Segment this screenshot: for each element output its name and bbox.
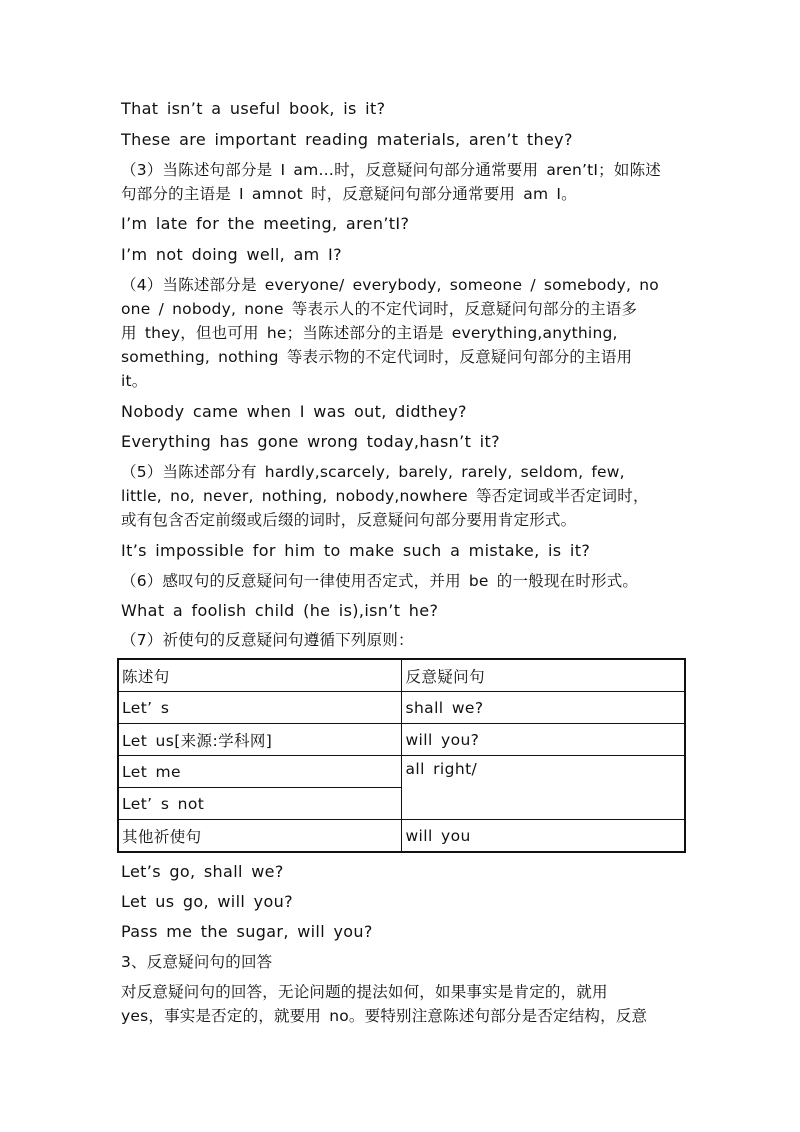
example-sentence: Pass me the sugar, will you? — [121, 922, 373, 941]
example-sentence: Let us go, will you? — [121, 892, 293, 911]
example-sentence: I’m not doing well, am I? — [121, 245, 342, 264]
table-header-cell: 反意疑问句 — [402, 659, 685, 692]
rule-paragraph-5: （5）当陈述部分有 hardly,scarcely, barely, rarely, seldom, few, — [121, 463, 625, 481]
answer-paragraph: 对反意疑问句的回答，无论问题的提法如何，如果事实是肯定的，就用 — [121, 983, 608, 1001]
example-sentence: Let’s go, shall we? — [121, 862, 284, 881]
table-cell: will you? — [402, 724, 685, 756]
example-sentence: These are important reading materials, aren’t they? — [121, 130, 573, 149]
table-cell: will you — [402, 820, 685, 853]
table-row — [118, 756, 685, 788]
rule-paragraph-5-cont: little, no, never, nothing, nobody,nowhere 等否定词或半否定词时， — [121, 487, 649, 505]
table-cell: Let me — [118, 756, 402, 788]
table-header-row — [118, 659, 685, 692]
table-cell: Let us[来源:学科网] — [118, 724, 402, 756]
rule-paragraph-4-cont: it。 — [121, 372, 148, 390]
rule-paragraph-3-cont: 句部分的主语是 I amnot 时，反意疑问句部分通常要用 am I。 — [121, 185, 577, 203]
example-sentence: It’s impossible for him to make such a mistake, is it? — [121, 541, 591, 560]
table-cell: Let’ s — [118, 692, 402, 724]
rule-paragraph-4: （4）当陈述部分是 everyone/ everybody, someone / somebody, no — [121, 276, 659, 294]
table-cell: all right/ — [402, 756, 685, 820]
table-header-cell: 陈述句 — [118, 659, 402, 692]
table-row — [118, 724, 685, 756]
rule-paragraph-3: （3）当陈述句部分是 I am…时，反意疑问句部分通常要用 aren’tI；如陈述 — [121, 161, 661, 179]
section-heading: 3、反意疑问句的回答 — [121, 953, 273, 971]
example-sentence: That isn’t a useful book, is it? — [121, 99, 386, 118]
imperative-tag-table — [117, 658, 686, 853]
rule-paragraph-6: （6）感叹句的反意疑问句一律使用否定式，并用 be 的一般现在时形式。 — [121, 572, 639, 590]
example-sentence: I’m late for the meeting, aren’tI? — [121, 214, 410, 233]
example-sentence: Nobody came when I was out, didthey? — [121, 402, 467, 421]
table-cell: shall we? — [402, 692, 685, 724]
rule-paragraph-5-cont: 或有包含否定前缀或后缀的词时，反意疑问句部分要用肯定形式。 — [121, 511, 577, 529]
rule-paragraph-4-cont: 用 they，但也可用 he；当陈述部分的主语是 everything,anything, — [121, 324, 618, 342]
rule-paragraph-4-cont: one / nobody, none 等表示人的不定代词时，反意疑问句部分的主语多 — [121, 300, 638, 318]
answer-paragraph-cont: yes，事实是否定的，就要用 no。要特别注意陈述句部分是否定结构，反意 — [121, 1007, 648, 1025]
table-cell: 其他祈使句 — [118, 820, 402, 853]
rule-paragraph-7: （7）祈使句的反意疑问句遵循下列原则： — [121, 631, 414, 649]
example-sentence: Everything has gone wrong today,hasn’t it? — [121, 432, 500, 451]
table-cell: Let’ s not — [118, 788, 402, 820]
example-sentence: What a foolish child (he is),isn’t he? — [121, 601, 439, 620]
table-row — [118, 820, 685, 853]
table-row — [118, 692, 685, 724]
rule-paragraph-4-cont: something, nothing 等表示物的不定代词时，反意疑问句部分的主语用 — [121, 348, 633, 366]
